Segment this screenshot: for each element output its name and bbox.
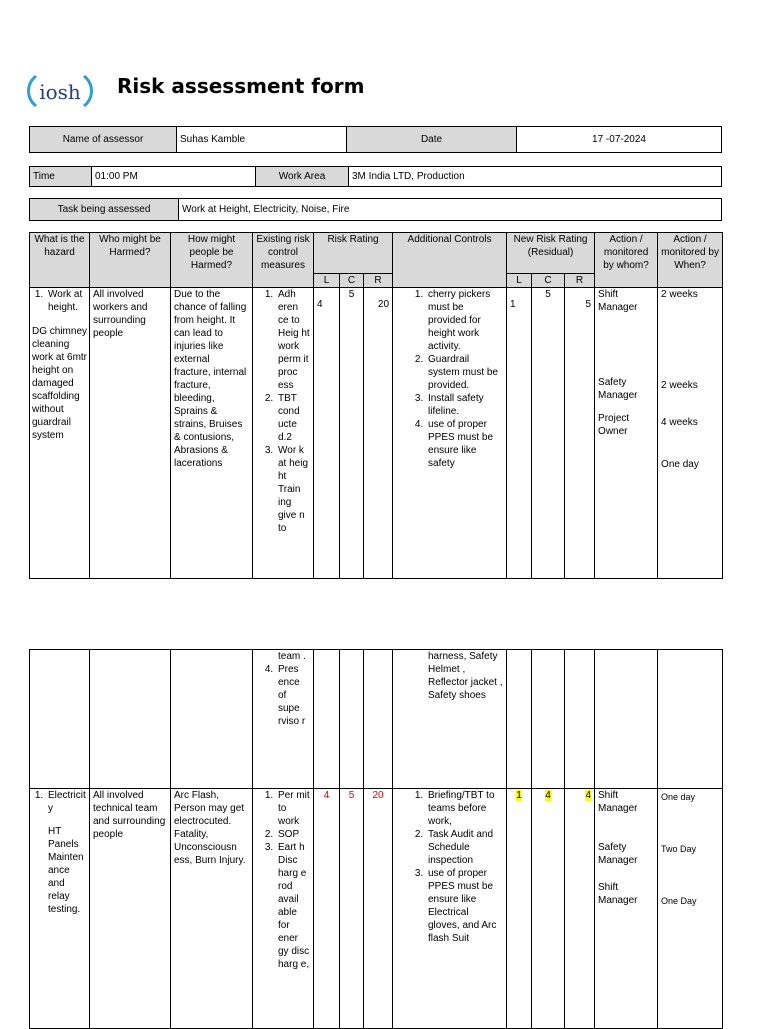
date-label: Date: [347, 127, 517, 153]
risk-table-continued: [29, 649, 723, 1029]
when-1: One day: [661, 792, 696, 802]
header-r: R: [364, 274, 393, 288]
time-table: [29, 166, 722, 187]
header-c: C: [340, 274, 364, 288]
whom-2: Safety Manager: [598, 377, 638, 401]
when-3: One Day: [661, 896, 697, 906]
new-risk-c: 4: [545, 790, 551, 801]
header-action-whom: Action / monitored by whom?: [595, 233, 658, 288]
header-who: Who might be Harmed?: [90, 233, 171, 288]
page-title: Risk assessment form: [117, 74, 365, 98]
header-new-c: C: [532, 274, 565, 288]
risk-c: 5: [340, 288, 364, 579]
additional-item: 3. use of proper PPES must be ensure like Electrical gloves, and Arc flash Suit: [426, 867, 503, 945]
hazard-item: 1. Electricit y: [46, 789, 87, 815]
additional-item: 3. Install safety lifeline.: [426, 392, 503, 418]
existing-item: 4. Pres ence of supe rviso r: [276, 663, 310, 728]
logo-text: iosh: [39, 80, 81, 104]
task-value: Work at Height, Electricity, Noise, Fire: [179, 199, 722, 221]
time-value: 01:00 PM: [92, 167, 256, 187]
risk-l: 4: [314, 288, 340, 579]
existing-item: 3. Eart h Disc harg e rod avail able for ener gy disc harg e,: [276, 841, 310, 971]
risk-c: 5: [340, 789, 364, 1029]
how-cell: Due to the chance of falling from height. It can lead to injuries like external fracture, internal fracture, bleeding, Sprains & strains, Bruises & contusions, Abrasions & lacerations: [171, 288, 253, 579]
additional-cell: [393, 789, 507, 1029]
task-table: [29, 198, 722, 221]
when-cell: [658, 789, 723, 1029]
table-row: [30, 789, 723, 1029]
additional-item: 2. Guardrail system must be provided.: [426, 353, 503, 392]
existing-item: 2. SOP: [276, 828, 310, 841]
new-risk-l: 1: [507, 288, 532, 579]
who-cell: All involved technical team and surrounding people: [90, 789, 171, 1029]
risk-r: 20: [364, 288, 393, 579]
risk-table: [29, 232, 723, 579]
when-cell: [658, 288, 723, 579]
risk-r: 20: [364, 789, 393, 1029]
assessor-value: Suhas Kamble: [177, 127, 347, 153]
whom-1: Shift Manager: [598, 790, 638, 814]
header-action-when: Action / monitored by When?: [658, 233, 723, 288]
hazard-item: 1. Work at height.: [46, 288, 87, 314]
additional-item: 1. cherry pickers must be provided for height work activity.: [426, 288, 503, 353]
existing-item: 1. Adh eren ce to Heig ht work perm it proc ess: [276, 288, 310, 392]
whom-3: Project Owner: [598, 413, 630, 437]
existing-item: 2. TBT cond ucte d.2: [276, 392, 310, 444]
new-risk-c: 5: [532, 288, 565, 579]
header-existing: Existing risk control measures: [253, 233, 314, 288]
header-new-r: R: [565, 274, 595, 288]
when-2: Two Day: [661, 844, 697, 854]
additional-cont: harness, Safety Helmet , Reflector jacket , Safety shoes: [428, 651, 503, 701]
existing-cell: [253, 288, 314, 579]
header-risk-rating: Risk Rating: [314, 233, 393, 274]
when-3: 4 weeks: [661, 417, 698, 428]
table-row: [30, 650, 723, 789]
how-cell: Arc Flash, Person may get electrocuted. Fatality, Unconsciousn ess, Burn Injury.: [171, 789, 253, 1029]
additional-item: 2. Task Audit and Schedule inspection: [426, 828, 503, 867]
existing-item: 1. Per mit to work: [276, 789, 310, 828]
whom-cell: [595, 288, 658, 579]
when-1: 2 weeks: [661, 289, 698, 300]
task-label: Task being assessed: [30, 199, 179, 221]
whom-3: Shift Manager: [598, 882, 638, 906]
new-risk-l: 1: [516, 790, 522, 801]
existing-item: 3. Wor k at heig ht Train ing give n to: [276, 444, 310, 535]
additional-cell: [393, 288, 507, 579]
risk-l: 4: [314, 789, 340, 1029]
new-risk-r-cell: [565, 789, 595, 1029]
header-hazard: What is the hazard: [30, 233, 90, 288]
table-row: [30, 288, 723, 579]
existing-cell: [253, 789, 314, 1029]
header-new-risk: New Risk Rating (Residual): [507, 233, 595, 274]
whom-cell: [595, 789, 658, 1029]
new-risk-r: 4: [585, 790, 591, 801]
iosh-logo: [26, 68, 96, 114]
header-additional: Additional Controls: [393, 233, 507, 288]
existing-cont: team .: [278, 651, 306, 662]
when-2: 2 weeks: [661, 380, 698, 391]
new-risk-l-cell: [507, 789, 532, 1029]
header-new-l: L: [507, 274, 532, 288]
date-value: 17 -07-2024: [517, 127, 722, 153]
hazard-desc: HT Panels Mainten ance and relay testing.: [48, 826, 84, 915]
assessor-label: Name of assessor: [30, 127, 177, 153]
hazard-cell: [30, 288, 90, 579]
header-how: How might people be Harmed?: [171, 233, 253, 288]
additional-item: 1. Briefing/TBT to teams before work,: [426, 789, 503, 828]
new-risk-r: 5: [565, 288, 595, 579]
additional-item: 4. use of proper PPES must be ensure like safety: [426, 418, 503, 470]
header-l: L: [314, 274, 340, 288]
time-label: Time: [30, 167, 92, 187]
work-area-label: Work Area: [256, 167, 349, 187]
who-cell: All involved workers and surrounding people: [90, 288, 171, 579]
assessor-table: [29, 126, 722, 153]
existing-cont-cell: [253, 650, 314, 789]
hazard-desc: DG chimney cleaning work at 6mtr height on damaged scaffolding without guardrail system: [32, 326, 88, 441]
whom-1: Shift Manager: [598, 289, 638, 313]
new-risk-c-cell: [532, 789, 565, 1029]
whom-2: Safety Manager: [598, 842, 638, 866]
work-area-value: 3M India LTD, Production: [349, 167, 722, 187]
when-4: One day: [661, 459, 699, 470]
additional-cont-cell: [393, 650, 507, 789]
hazard-cell: [30, 789, 90, 1029]
